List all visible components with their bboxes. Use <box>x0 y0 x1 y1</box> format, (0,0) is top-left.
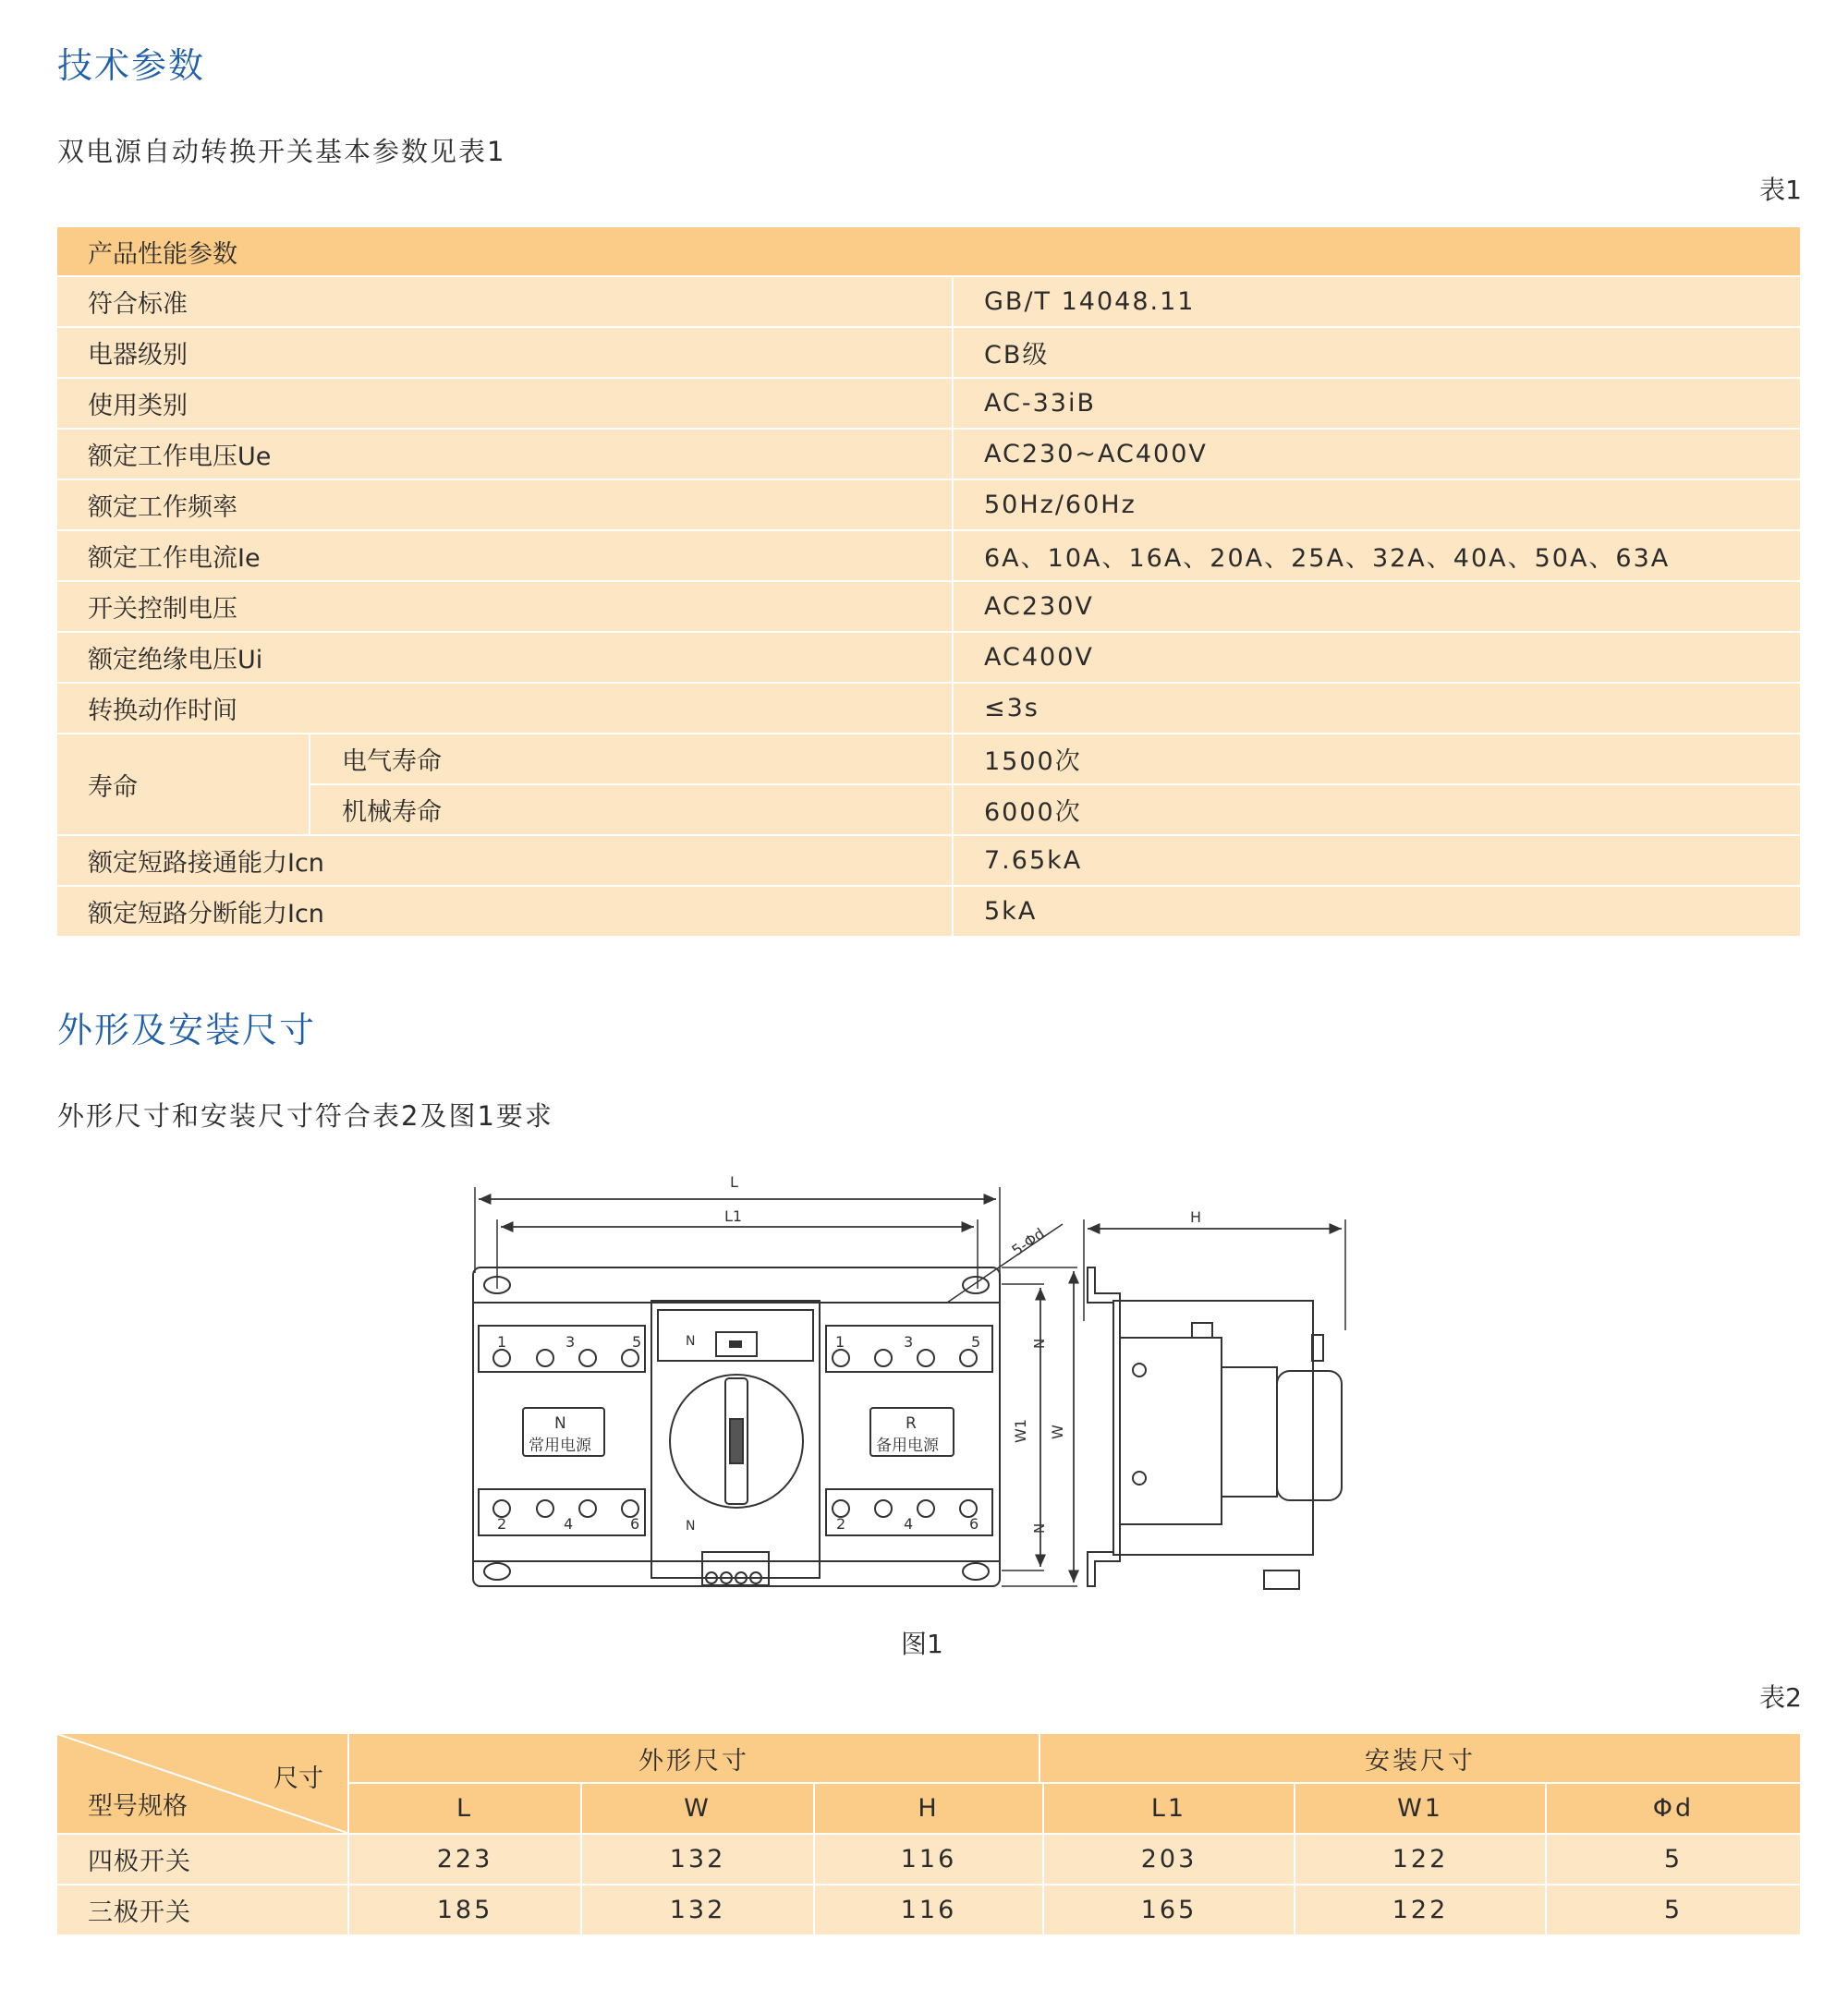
dimensions-table <box>57 1734 1800 1934</box>
section-intro-params: 双电源自动转换开关基本参数见表1 <box>57 136 506 167</box>
dim-hole-label: 5-Φd <box>1008 1224 1048 1260</box>
dim-L-label: L <box>730 1173 738 1191</box>
param-label: 符合标准 <box>88 290 188 319</box>
terminal-label: 5 <box>632 1333 642 1351</box>
dimension-value: 223 <box>349 1835 580 1884</box>
dimension-value: 203 <box>1044 1835 1294 1884</box>
normal-source-code: N <box>554 1414 566 1433</box>
param-value: AC230V <box>984 592 1094 621</box>
column-header: L1 <box>1044 1784 1294 1833</box>
param-label: 开关控制电压 <box>88 595 237 624</box>
dimension-value: 185 <box>349 1886 580 1934</box>
life-label: 寿命 <box>57 734 309 834</box>
param-value: AC230~AC400V <box>984 440 1208 468</box>
column-header: W1 <box>1295 1784 1545 1833</box>
table-corner-header <box>57 1734 347 1833</box>
param-label: 额定工作频率 <box>88 493 237 522</box>
column-header: H <box>815 1784 1042 1833</box>
electrical-life-value: 1500次 <box>984 747 1082 776</box>
param-label: 使用类别 <box>88 392 188 420</box>
standby-source-code: R <box>906 1414 917 1433</box>
dimension-value: 132 <box>582 1835 813 1884</box>
param-value: AC400V <box>984 643 1094 672</box>
param-label: 额定工作电压Ue <box>88 443 272 471</box>
terminal-label: 4 <box>564 1515 574 1533</box>
dimension-value: 122 <box>1295 1886 1545 1934</box>
table-row <box>57 1886 1800 1934</box>
param-value: 50Hz/60Hz <box>984 491 1137 519</box>
dimension-value: 116 <box>815 1835 1042 1884</box>
n-marker-module: N <box>686 1334 696 1349</box>
param-label: 额定短路接通能力Icn <box>88 849 324 878</box>
column-header: Φd <box>1547 1784 1800 1833</box>
terminal-label: 1 <box>497 1333 507 1351</box>
section-title-dimensions: 外形及安装尺寸 <box>57 1010 317 1050</box>
group-outer-header: 外形尺寸 <box>349 1734 1039 1782</box>
param-value: 6A、10A、16A、20A、25A、32A、40A、50A、63A <box>984 544 1671 573</box>
param-value: CB级 <box>984 341 1050 370</box>
switch-side-view <box>1088 1267 1342 1589</box>
figure-caption: 图1 <box>901 1629 943 1659</box>
mount-hole <box>963 1563 989 1580</box>
param-value: 5kA <box>984 897 1038 926</box>
param-label: 电器级别 <box>88 341 188 370</box>
corner-bottom-label: 型号规格 <box>88 1792 188 1821</box>
param-value: ≤3s <box>984 694 1040 722</box>
dim-L1-label: L1 <box>724 1207 743 1225</box>
n-marker-right-bottom: N <box>1031 1522 1048 1534</box>
group-install-header: 安装尺寸 <box>1040 1734 1800 1782</box>
dimension-value: 116 <box>815 1886 1042 1934</box>
terminal-label: 3 <box>565 1333 576 1351</box>
model-name: 三极开关 <box>57 1886 347 1934</box>
n-marker-module-bottom: N <box>686 1519 696 1534</box>
mount-hole <box>963 1277 989 1293</box>
terminal-label: 3 <box>904 1333 914 1351</box>
table-row <box>57 1835 1800 1884</box>
dim-W-label: W <box>1049 1425 1066 1439</box>
param-label: 额定短路分断能力Icn <box>88 900 324 928</box>
dimension-value: 165 <box>1044 1886 1294 1934</box>
param-label: 额定工作电流Ie <box>88 544 261 573</box>
dimension-value: 132 <box>582 1886 813 1934</box>
terminal-label: 5 <box>971 1333 981 1351</box>
dim-H-label: H <box>1190 1208 1202 1226</box>
terminal-label: 6 <box>969 1515 979 1533</box>
standby-source-label: 备用电源 <box>876 1437 939 1455</box>
terminal-label: 6 <box>630 1515 640 1533</box>
column-header: W <box>582 1784 813 1833</box>
table-number-2: 表2 <box>1759 1682 1802 1713</box>
terminal-label: 2 <box>497 1515 507 1533</box>
dim-W1-label: W1 <box>1012 1419 1029 1443</box>
terminal-label: 2 <box>836 1515 846 1533</box>
param-label: 转换动作时间 <box>88 697 237 725</box>
dimension-value: 5 <box>1547 1886 1800 1934</box>
mechanical-life-label: 机械寿命 <box>342 798 442 827</box>
normal-source-label: 常用电源 <box>529 1437 591 1455</box>
param-value: AC-33iB <box>984 389 1096 418</box>
mount-hole <box>484 1563 510 1580</box>
n-marker-right-top: N <box>1031 1338 1048 1349</box>
terminal-label: 4 <box>904 1515 914 1533</box>
electrical-life-label: 电气寿命 <box>342 747 442 776</box>
column-header: L <box>349 1784 580 1833</box>
section-title-technical-params: 技术参数 <box>57 45 206 86</box>
section-intro-dimensions: 外形尺寸和安装尺寸符合表2及图1要求 <box>57 1100 553 1132</box>
corner-top-label: 尺寸 <box>274 1765 323 1793</box>
terminal-label: 1 <box>835 1333 845 1351</box>
param-value: 7.65kA <box>984 846 1083 875</box>
table-number-1: 表1 <box>1759 175 1802 205</box>
table-header-label: 产品性能参数 <box>88 239 237 269</box>
param-value: GB/T 14048.11 <box>984 287 1196 316</box>
dimension-value: 122 <box>1295 1835 1545 1884</box>
dimension-value: 5 <box>1547 1835 1800 1884</box>
param-label: 额定绝缘电压Ui <box>88 646 263 674</box>
mechanical-life-value: 6000次 <box>984 798 1082 827</box>
model-name: 四极开关 <box>57 1835 347 1884</box>
